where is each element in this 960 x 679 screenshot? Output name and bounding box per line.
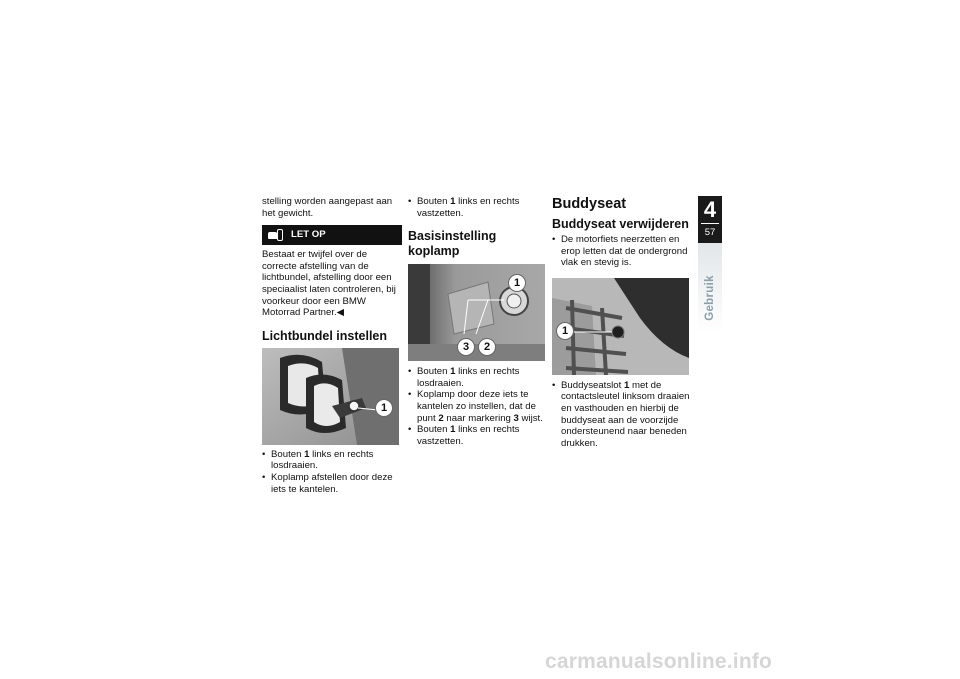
list-item: • Buddyseatslot 1 met de contactsleutel linksom draaien en vasthouden en hierbij de buddyseat aan de voorzijde ondersteunend naar beneden drukken. [552,380,692,450]
chapter-divider [701,223,719,224]
bullet-list-top [408,196,548,219]
chapter-number: 4 [703,197,717,222]
bullet-list-1 [262,449,402,495]
list-item: • De motorfiets neerzetten en erop letten dat de ondergrond vlak en stevig is. [552,234,692,269]
photo-headlight-adjust [262,348,399,445]
section-heading-basisinstelling: Basisinstelling koplamp [408,229,497,259]
chapter-label: Gebruik [704,275,716,321]
subheading-buddyseat-verwijderen: Buddyseat verwijderen [552,217,689,231]
callout-1: 1 [556,322,574,340]
section-heading-lichtbundel: Lichtbundel instellen [262,328,388,343]
list-item: • Bouten 1 links en rechts vastzetten. [408,424,548,447]
notice-banner [262,225,402,245]
car-wheel-icon [268,229,283,241]
callout-1: 1 [375,399,393,417]
end-mark: ◀ [336,307,345,319]
notice-label: LET OP [291,229,326,241]
bullet-list-3 [552,380,692,450]
list-item: • Bouten 1 links en rechts losdraaien. [408,366,548,389]
list-item: • Bouten 1 links en rechts vastzetten. [408,196,548,219]
callout-1: 1 [508,274,526,292]
bullet-list-2 [408,366,548,447]
callout-3: 3 [457,338,475,356]
photo-headlight-base [408,264,545,361]
headlight-illustration [262,348,399,445]
notice-text: Bestaat er twijfel over de correcte afstelling van de lichtbundel, afstelling door een speciaalist laten controleren, bij voorkeur door een BMW Motorrad Partner.◀ [262,249,396,319]
bullet-list-top [552,234,692,269]
callout-2: 2 [478,338,496,356]
photo-buddyseat-lock [552,278,689,375]
column-2 [408,196,548,447]
section-heading-buddyseat: Buddyseat [552,196,627,212]
column-1 [262,196,402,495]
list-item: • Koplamp afstellen door deze iets te kantelen. [262,472,402,495]
chapter-tab [698,196,722,243]
list-item: • Koplamp door deze iets te kantelen zo instellen, dat de punt 2 naar markering 3 wijst. [408,389,548,424]
intro-text: stelling worden aangepast aan het gewicht. [262,196,393,219]
list-item: • Bouten 1 links en rechts losdraaien. [262,449,402,472]
watermark: carmanualsonline.info [545,650,773,673]
page-number: 57 [704,227,716,238]
column-3 [552,196,692,449]
